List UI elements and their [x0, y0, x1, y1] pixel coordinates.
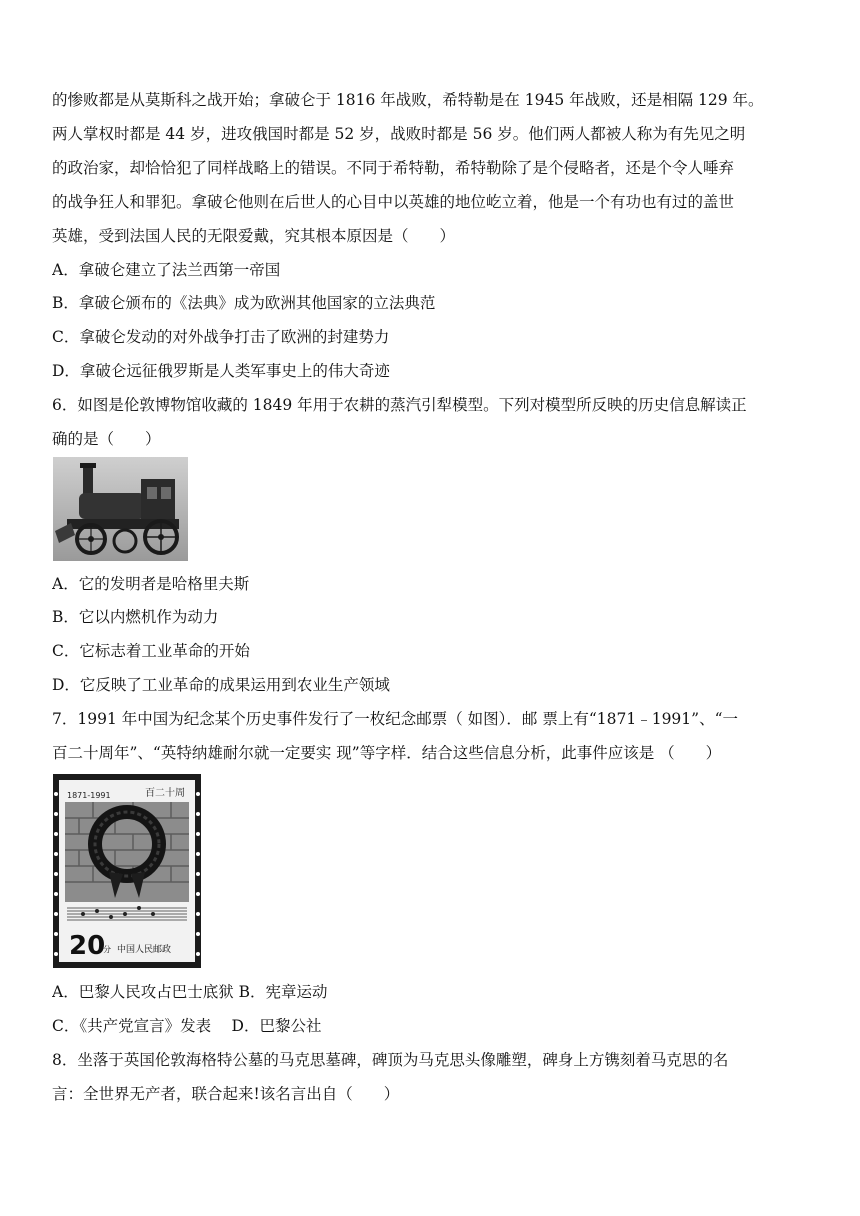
- q5-stem-line-2: 两人掌权时都是 44 岁，进攻俄国时都是 52 岁，战败时都是 56 岁。他们两人都被人称为有先见之明: [52, 125, 746, 143]
- q8-stem-line-1: 8．坐落于英国伦敦海格特公墓的马克思墓碑，碑顶为马克思头像雕塑，碑身上方镌刻着马克思的名: [52, 1051, 729, 1069]
- steam-plough-model-image: [53, 457, 188, 561]
- q5-stem-line-4: 的战争狂人和罪犯。拿破仑他则在后世人的心目中以英雄的地位屹立着，他是一个有功也有过的盖世: [52, 193, 735, 211]
- q6-option-c: C．它标志着工业革命的开始: [52, 642, 250, 660]
- q5-option-c: C．拿破仑发动的对外战争打击了欧洲的封建势力: [52, 328, 390, 346]
- q5-option-d: D．拿破仑远征俄罗斯是人类军事史上的伟大奇迹: [52, 362, 390, 380]
- q7-stem-line-1: 7．1991 年中国为纪念某个历史事件发行了一枚纪念邮票（ 如图）．邮 票上有“1871﹣1991”、“一: [52, 710, 739, 728]
- q7-options-ab: A．巴黎人民攻占巴士底狱 B．宪章运动: [52, 983, 328, 1001]
- q6-stem-line-1: 6．如图是伦敦博物馆收藏的 1849 年用于农耕的蒸汽引犁模型。下列对模型所反映的历史信息解读正: [52, 396, 747, 414]
- q6-option-a: A．它的发明者是哈格里夫斯: [52, 575, 250, 593]
- q6-option-b: B．它以内燃机作为动力: [52, 608, 219, 626]
- stamp-country: 中国人民邮政: [117, 945, 172, 955]
- q5-stem-line-3: 的政治家，却恰恰犯了同样战略上的错误。不同于希特勒，希特勒除了是个侵略者，还是个令人唾弃: [52, 159, 735, 177]
- q8-stem-line-2: 言：全世界无产者，联合起来!该名言出自（ ）: [52, 1085, 400, 1103]
- stamp-unit: 分: [103, 945, 111, 954]
- q7-options-cd: C．《共产党宣言》发表 D．巴黎公社: [52, 1017, 322, 1035]
- stamp-anniversary: 百二十周: [145, 788, 185, 799]
- steam-plough-drawing: [53, 457, 188, 561]
- commemorative-stamp-image: [53, 774, 201, 968]
- q6-option-d: D．它反映了工业革命的成果运用到农业生产领域: [52, 676, 390, 694]
- stamp-drawing: [53, 774, 201, 968]
- q5-stem-line-1: 的惨败都是从莫斯科之战开始；拿破仑于 1816 年战败，希特勒是在 1945 年战败，还是相隔 129 年。: [52, 91, 764, 109]
- stamp-years: 1871-1991: [67, 791, 111, 800]
- q5-option-a: A．拿破仑建立了法兰西第一帝国: [52, 261, 281, 279]
- stamp-denomination: 20: [69, 931, 106, 961]
- q5-stem-line-5: 英雄，受到法国人民的无限爱戴，究其根本原因是（ ）: [52, 227, 456, 245]
- q6-stem-line-2: 确的是（ ）: [52, 430, 161, 448]
- q5-option-b: B．拿破仑颁布的《法典》成为欧洲其他国家的立法典范: [52, 294, 436, 312]
- q7-stem-line-2: 百二十周年”、“英特纳雄耐尔就一定要实 现”等字样．结合这些信息分析，此事件应该是 （ ）: [52, 744, 722, 762]
